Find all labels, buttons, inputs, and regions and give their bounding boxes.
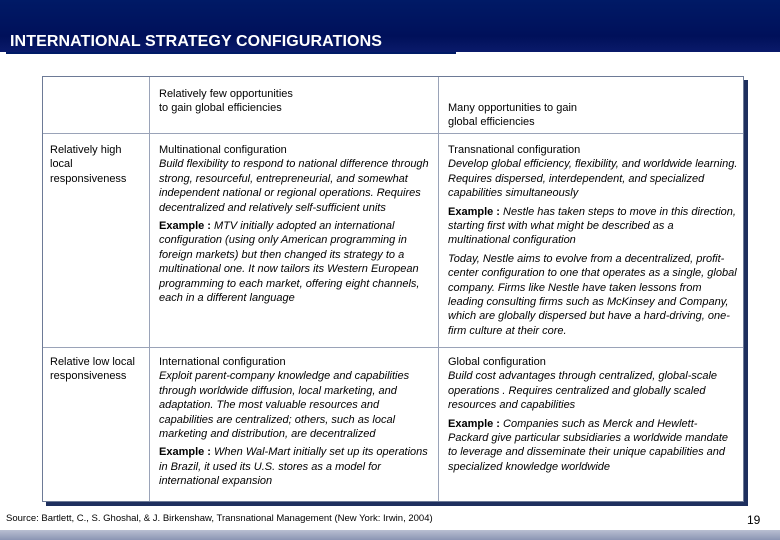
row-header-low: Relative low local responsiveness [50, 356, 135, 383]
cell-title: Transnational configuration [448, 144, 581, 156]
example-label: Example : [448, 417, 500, 430]
cell-multinational [159, 143, 432, 305]
cell-title: Multinational configuration [159, 144, 287, 156]
column-header-few: Relatively few opportunities to gain global efficiencies [159, 88, 293, 115]
title-underline [6, 52, 456, 54]
cell-description: Exploit parent-company knowledge and capabilities through worldwide diffusion, local marketing, and adaptation. The most valuable resources and capabilities are centralized; others, such as local marketing and distribution, are decentralized [159, 370, 410, 441]
cell-title: Global configuration [448, 356, 546, 368]
title-bar [0, 0, 780, 52]
bottom-bar [0, 530, 780, 540]
source-citation: Source: Bartlett, C., S. Ghoshal, & J. Birkenshaw, Transnational Management (New York: Irwin, 2004) [6, 513, 433, 524]
example-text: Companies such as Merck and Hewlett-Packard give particular subsidiaries a worldwide mandate to leverage and disseminate their unique capabilities and specialized knowledge worldwide [448, 417, 729, 473]
slide-title: INTERNATIONAL STRATEGY CONFIGURATIONS [10, 33, 382, 50]
cell-description: Develop global efficiency, flexibility, and worldwide learning. Requires dispersed, interdependent, and specialized capabilities simultaneously [448, 158, 738, 200]
cell-title: International configuration [159, 356, 286, 368]
example-text: Nestle has taken steps to move in this direction, starting first with what might be described as a multinational configuration [448, 205, 736, 247]
example-text: MTV initially adopted an international configuration (using only American programming in foreign markets) but then changed its strategy to a multinational one. It now tailors its Western European programming to each market, offering eight channels, each in a different language [159, 220, 420, 305]
column-header-many: Many opportunities to gain global efficiencies [448, 102, 578, 129]
row-divider [43, 133, 743, 134]
strategy-matrix [42, 76, 744, 502]
column-divider [149, 77, 150, 501]
cell-global [448, 355, 733, 474]
cell-description: Build flexibility to respond to national difference through strong, resourceful, entrepreneurial, and somewhat independent national or regional operations. Requires decentralized and relatively self-sufficient units [159, 158, 429, 214]
cell-description: Build cost advantages through centralized, global-scale operations . Requires centralized and globally scaled resources and capabilities [448, 370, 718, 412]
example-label: Example : [159, 446, 211, 459]
row-divider [43, 347, 743, 348]
cell-international [159, 355, 432, 489]
cell-extra-text: Today, Nestle aims to evolve from a decentralized, profit-center configuration to one that operates as a single, global company. Firms like Nestle have taken lessons from leading consulting firms such as McKinsey and Company, which are globally dispersed but have a hard-driving, one-firm culture at their core. [448, 252, 737, 337]
page-number: 19 [747, 513, 761, 527]
cell-transnational [448, 143, 738, 338]
column-divider [438, 77, 439, 501]
example-label: Example : [448, 205, 500, 218]
row-header-high: Relatively high local responsiveness [50, 144, 127, 185]
example-text: When Wal-Mart initially set up its operations in Brazil, it used its U.S. stores as a model for international expansion [159, 446, 428, 488]
example-label: Example : [159, 220, 211, 233]
